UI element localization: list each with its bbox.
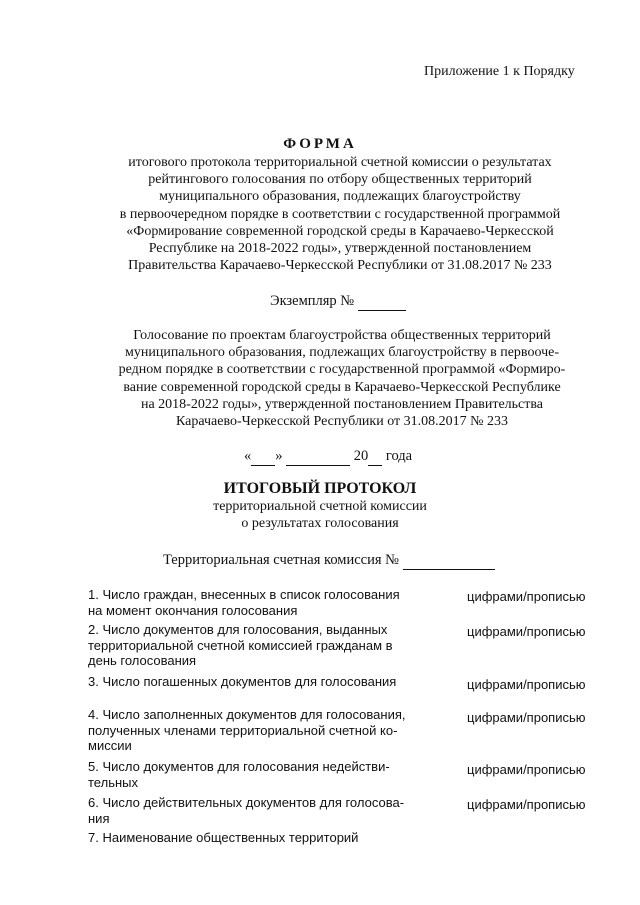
form-subtitle (90, 154, 590, 274)
item-value-3[interactable]: цифрами/прописью (467, 677, 586, 692)
item-value-4[interactable]: цифрами/прописью (467, 710, 586, 725)
date-close-quote: » (275, 448, 283, 464)
form-subtitle-line: в первоочередном порядке в соответствии с государственной программой (119, 206, 561, 222)
protocol-subtitle-line: о результатах голосования (241, 516, 399, 531)
voting-line: на 2018-2022 годы», утвержденной постановлением Правительства (140, 396, 544, 412)
item-line: территориальной счетной комиссией гражданам в (88, 637, 393, 653)
protocol-item-7 (88, 830, 433, 846)
item-line: миссии (88, 738, 132, 753)
item-line: 2. Число документов для голосования, выданных (88, 622, 388, 637)
item-value-1[interactable]: цифрами/прописью (467, 589, 586, 604)
form-subtitle-line: Правительства Карачаево-Черкесской Республики от 31.08.2017 № 233 (128, 258, 552, 274)
item-line: 7. Наименование общественных территорий (88, 830, 359, 845)
date-year-word: года (385, 448, 413, 464)
protocol-item-1 (88, 587, 433, 618)
date-month-field[interactable] (286, 448, 350, 466)
date-line (244, 448, 412, 466)
protocol-title: ИТОГОВЫЙ ПРОТОКОЛ (223, 480, 417, 497)
item-line: 1. Число граждан, внесенных в список голосования (88, 587, 400, 602)
protocol-item-4 (88, 707, 433, 754)
copy-number-field[interactable] (358, 293, 406, 311)
item-line: полученных членами территориальной счетной ко- (88, 722, 398, 738)
commission-label: Территориальная счетная комиссия № (163, 552, 399, 568)
form-subtitle-line: рейтингового голосования по отбору общественных территорий (148, 172, 532, 188)
item-line: 4. Число заполненных документов для голосования, (88, 707, 406, 722)
item-line: день голосования (88, 653, 197, 668)
protocol-subtitle (0, 498, 640, 532)
copy-number-line (270, 293, 406, 311)
item-value-2[interactable]: цифрами/прописью (467, 624, 586, 639)
form-subtitle-line: итогового протокола территориальной счетной комиссии о результатах (128, 155, 552, 170)
item-line: 5. Число документов для голосования недействи- (88, 759, 390, 774)
voting-line: муниципального образования, подлежащих благоустройству в первооче- (124, 345, 559, 361)
copy-number-label: Экземпляр № (270, 293, 355, 309)
date-day-field[interactable] (251, 448, 275, 466)
voting-line: вание современной городской среды в Карачаево-Черкесской Республике (123, 379, 561, 395)
commission-line (163, 552, 495, 570)
voting-line: Голосование по проектам благоустройства общественных территорий (133, 328, 551, 343)
protocol-item-5 (88, 759, 433, 790)
appendix-label: Приложение 1 к Порядку (424, 64, 575, 79)
commission-number-field[interactable] (403, 552, 495, 570)
form-subtitle-line: Республике на 2018-2022 годы», утвержденной постановлением (148, 241, 532, 257)
protocol-item-3 (88, 674, 433, 690)
item-line: ния (88, 810, 110, 826)
item-value-5[interactable]: цифрами/прописью (467, 762, 586, 777)
form-subtitle-line: муниципального образования, подлежащих благоустройству (159, 189, 521, 205)
date-open-quote: « (244, 448, 252, 464)
form-subtitle-line: «Формирование современной городской среды в Карачаево-Черкесской (126, 223, 554, 239)
date-year-field[interactable] (368, 448, 382, 466)
form-title: ФОРМА (283, 136, 357, 152)
item-line: тельных (88, 774, 138, 790)
voting-description (92, 327, 592, 430)
item-line: на момент окончания голосования (88, 602, 298, 618)
protocol-item-2 (88, 622, 433, 669)
item-line: 6. Число действительных документов для голосова- (88, 795, 405, 810)
item-value-6[interactable]: цифрами/прописью (467, 797, 586, 812)
voting-line: Карачаево-Черкесской Республики от 31.08.2017 № 233 (175, 414, 509, 430)
protocol-item-6 (88, 795, 433, 826)
item-line: 3. Число погашенных документов для голосования (88, 674, 397, 689)
protocol-subtitle-line: территориальной счетной комиссии (213, 499, 427, 514)
voting-line: редном порядке в соответствии с государственной программой «Формиро- (118, 362, 566, 378)
date-century: 20 (353, 448, 369, 464)
